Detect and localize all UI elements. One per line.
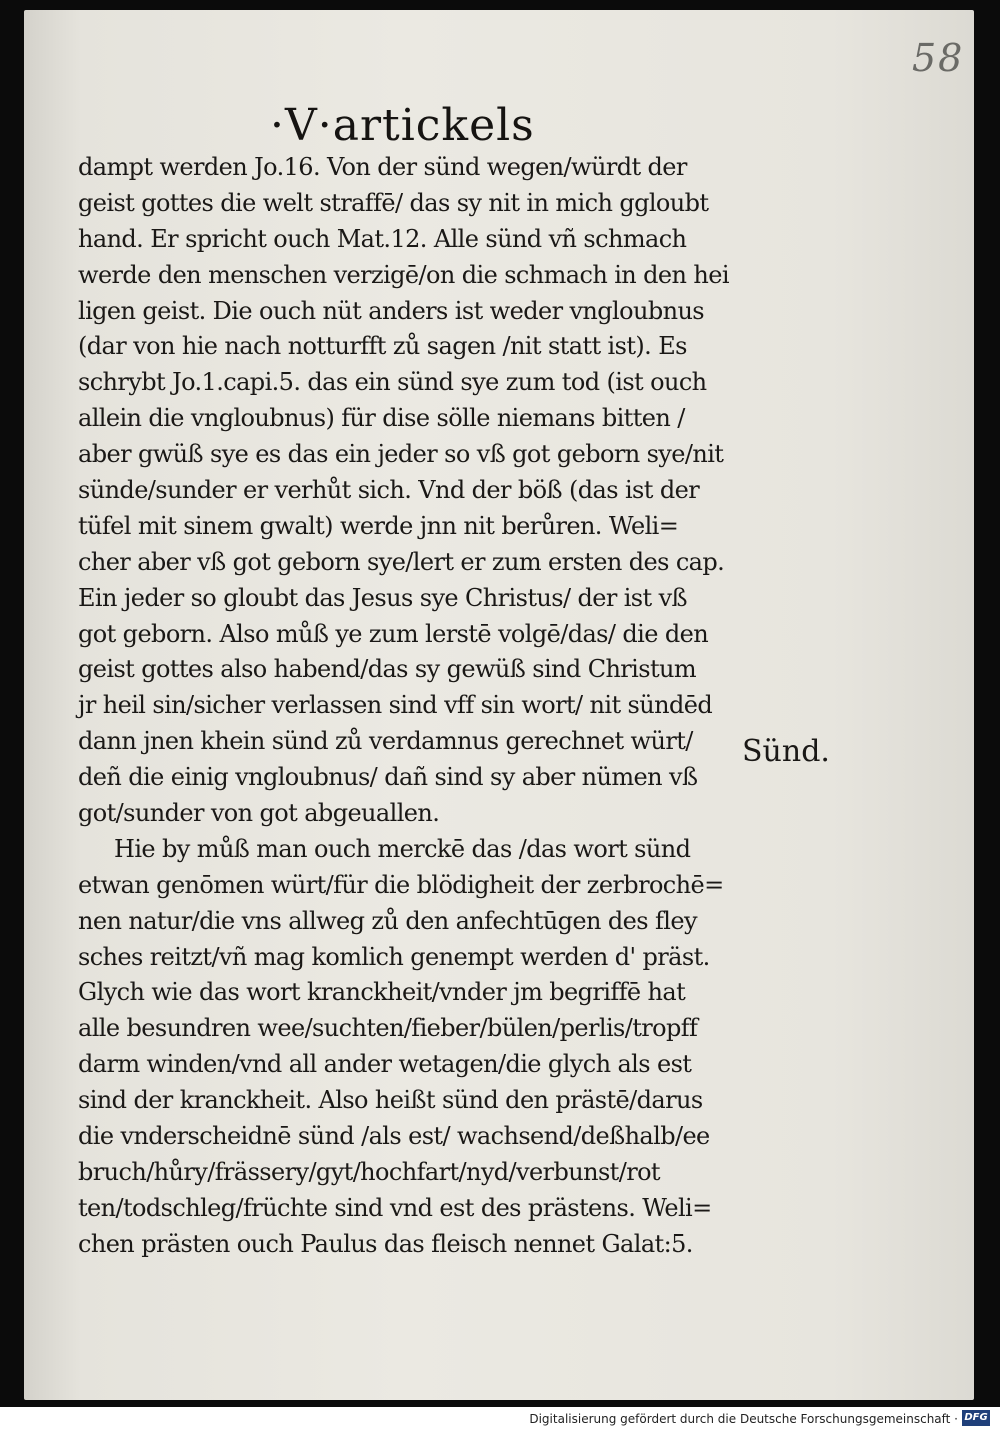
text-line: darm winden/vnd all ander wetagen/die glych als est [78, 1050, 692, 1079]
text-line: dann jnen khein sünd zů verdamnus gerechnet würt/ [78, 727, 693, 756]
text-line: deñ die einig vngloubnus/ dañ sind sy aber nümen vß [78, 763, 698, 792]
text-line: jr heil sin/sicher verlassen sind vff sin wort/ nit sündēd [78, 691, 713, 720]
text-line: bruch/hůry/frässery/gyt/hochfart/nyd/verbunst/rot [78, 1157, 660, 1186]
running-head: ·V·artickels [270, 100, 535, 151]
text-line: tüfel mit sinem gwalt) werde jnn nit berůren. Weli= [78, 511, 679, 540]
dfg-logo[interactable]: DFG [962, 1410, 990, 1426]
text-line: got/sunder von got abgeuallen. [78, 799, 440, 828]
text-line: cher aber vß got geborn sye/lert er zum ersten des cap. [78, 547, 725, 576]
text-line: etwan genōmen würt/für die blödigheit der zerbrochē= [78, 870, 724, 899]
text-line: allein die vngloubnus) für dise sölle niemans bitten / [78, 404, 685, 433]
text-line: Glych wie das wort kranckheit/vnder jm begriffē hat [78, 978, 686, 1007]
text-line: ten/todschleg/früchte sind vnd est des prästens. Weli= [78, 1193, 712, 1222]
text-line: got geborn. Also můß ye zum lerstē volgē/das/ die den [78, 619, 709, 648]
text-line: chen prästen ouch Paulus das fleisch nennet Galat:5. [78, 1229, 693, 1258]
folio-number: 58 [912, 36, 965, 80]
text-line: sind der kranckheit. Also heißt sünd den prästē/darus [78, 1086, 703, 1115]
text-line: geist gottes also habend/das sy gewüß sind Christum [78, 655, 697, 684]
text-line: geist gottes die welt straffē/ das sy nit in mich ggloubt [78, 188, 709, 217]
text-line: die vnderscheidnē sünd /als est/ wachsend/deßhalb/ee [78, 1122, 710, 1151]
text-line: sches reitzt/vñ mag komlich genempt werden d' präst. [78, 942, 710, 971]
text-line: sünde/sunder er verhůt sich. Vnd der böß (das ist der [78, 476, 700, 505]
text-line: aber gwüß sye es das ein jeder so vß got geborn sye/nit [78, 440, 724, 469]
text-line: werde den menschen verzigē/on die schmach in den hei [78, 260, 729, 289]
text-line: Hie by můß man ouch merckē das /das wort sünd [114, 834, 691, 863]
marginal-note: Sünd. [742, 734, 830, 769]
body-text [78, 150, 758, 1263]
text-line: (dar von hie nach notturfft zů sagen /nit statt ist). Es [78, 332, 687, 361]
text-line: nen natur/die vns allweg zů den anfechtūgen des fley [78, 906, 697, 935]
text-line: ligen geist. Die ouch nüt anders ist weder vngloubnus [78, 296, 705, 325]
text-line: alle besundren wee/suchten/fieber/bülen/perlis/tropff [78, 1014, 698, 1043]
footer-credit: Digitalisierung gefördert durch die Deutsche Forschungsgemeinschaft · [529, 1412, 958, 1426]
text-line: hand. Er spricht ouch Mat.12. Alle sünd vñ schmach [78, 224, 687, 253]
text-line: Ein jeder so gloubt das Jesus sye Christus/ der ist vß [78, 583, 687, 612]
text-line: schrybt Jo.1.capi.5. das ein sünd sye zum tod (ist ouch [78, 368, 707, 397]
text-line: dampt werden Jo.16. Von der sünd wegen/würdt der [78, 153, 687, 181]
